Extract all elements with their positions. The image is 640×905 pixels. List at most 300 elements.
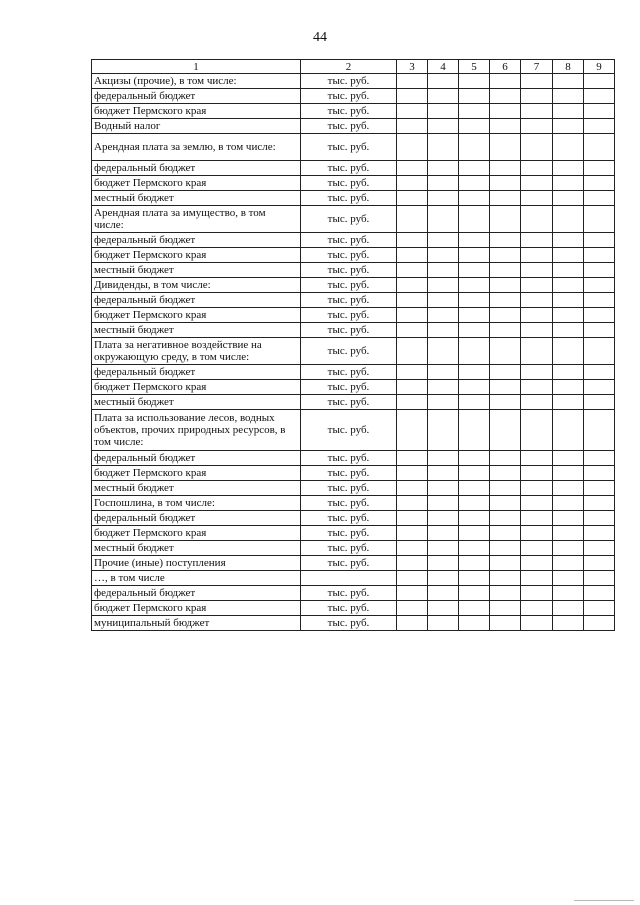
row-unit-cell: тыс. руб.	[301, 278, 397, 293]
empty-value-cell	[521, 541, 553, 556]
table-row	[92, 161, 615, 176]
empty-value-cell	[553, 206, 584, 233]
empty-value-cell	[459, 104, 490, 119]
row-name-cell: Плата за использование лесов, водных объектов, прочих природных ресурсов, в том числе:	[92, 410, 301, 451]
table-row	[92, 206, 615, 233]
empty-value-cell	[553, 104, 584, 119]
empty-value-cell	[490, 616, 521, 631]
row-unit-cell: тыс. руб.	[301, 161, 397, 176]
empty-value-cell	[428, 380, 459, 395]
empty-value-cell	[584, 410, 615, 451]
empty-value-cell	[521, 338, 553, 365]
row-unit-cell: тыс. руб.	[301, 74, 397, 89]
empty-value-cell	[397, 89, 428, 104]
table-row	[92, 496, 615, 511]
empty-value-cell	[553, 176, 584, 191]
table-row	[92, 104, 615, 119]
empty-value-cell	[584, 571, 615, 586]
empty-value-cell	[490, 541, 521, 556]
empty-value-cell	[584, 586, 615, 601]
row-unit-cell: тыс. руб.	[301, 338, 397, 365]
empty-value-cell	[428, 526, 459, 541]
empty-value-cell	[584, 206, 615, 233]
table-row	[92, 248, 615, 263]
empty-value-cell	[490, 176, 521, 191]
empty-value-cell	[521, 395, 553, 410]
empty-value-cell	[584, 338, 615, 365]
empty-value-cell	[584, 451, 615, 466]
row-name-cell: бюджет Пермского края	[92, 380, 301, 395]
empty-value-cell	[490, 586, 521, 601]
row-unit-cell: тыс. руб.	[301, 541, 397, 556]
empty-value-cell	[584, 323, 615, 338]
empty-value-cell	[459, 134, 490, 161]
row-unit-cell: тыс. руб.	[301, 616, 397, 631]
empty-value-cell	[459, 451, 490, 466]
row-name-cell: федеральный бюджет	[92, 233, 301, 248]
empty-value-cell	[397, 278, 428, 293]
table-row	[92, 278, 615, 293]
row-unit-cell: тыс. руб.	[301, 365, 397, 380]
empty-value-cell	[521, 466, 553, 481]
empty-value-cell	[397, 263, 428, 278]
empty-value-cell	[428, 586, 459, 601]
column-header: 5	[459, 60, 490, 74]
empty-value-cell	[397, 308, 428, 323]
empty-value-cell	[490, 395, 521, 410]
empty-value-cell	[553, 586, 584, 601]
empty-value-cell	[459, 571, 490, 586]
empty-value-cell	[459, 233, 490, 248]
empty-value-cell	[490, 74, 521, 89]
empty-value-cell	[584, 233, 615, 248]
row-name-cell: Водный налог	[92, 119, 301, 134]
empty-value-cell	[521, 616, 553, 631]
empty-value-cell	[459, 556, 490, 571]
empty-value-cell	[490, 410, 521, 451]
row-unit-cell: тыс. руб.	[301, 323, 397, 338]
empty-value-cell	[428, 308, 459, 323]
empty-value-cell	[553, 293, 584, 308]
table-row	[92, 526, 615, 541]
row-name-cell: Плата за негативное воздействие на окружающую среду, в том числе:	[92, 338, 301, 365]
table-row	[92, 380, 615, 395]
empty-value-cell	[521, 104, 553, 119]
empty-value-cell	[521, 293, 553, 308]
row-unit-cell: тыс. руб.	[301, 134, 397, 161]
empty-value-cell	[490, 134, 521, 161]
column-header: 1	[92, 60, 301, 74]
empty-value-cell	[397, 293, 428, 308]
empty-value-cell	[397, 541, 428, 556]
empty-value-cell	[584, 380, 615, 395]
empty-value-cell	[553, 338, 584, 365]
empty-value-cell	[397, 119, 428, 134]
column-header: 9	[584, 60, 615, 74]
empty-value-cell	[428, 496, 459, 511]
empty-value-cell	[397, 395, 428, 410]
empty-value-cell	[397, 410, 428, 451]
empty-value-cell	[397, 338, 428, 365]
row-name-cell: федеральный бюджет	[92, 451, 301, 466]
empty-value-cell	[459, 410, 490, 451]
empty-value-cell	[553, 481, 584, 496]
empty-value-cell	[428, 365, 459, 380]
empty-value-cell	[459, 248, 490, 263]
empty-value-cell	[459, 308, 490, 323]
empty-value-cell	[459, 481, 490, 496]
empty-value-cell	[584, 541, 615, 556]
empty-value-cell	[397, 161, 428, 176]
empty-value-cell	[428, 481, 459, 496]
empty-value-cell	[459, 338, 490, 365]
empty-value-cell	[584, 293, 615, 308]
row-name-cell: федеральный бюджет	[92, 161, 301, 176]
table-row	[92, 571, 615, 586]
empty-value-cell	[521, 511, 553, 526]
row-name-cell: Госпошлина, в том числе:	[92, 496, 301, 511]
empty-value-cell	[521, 451, 553, 466]
empty-value-cell	[490, 278, 521, 293]
empty-value-cell	[459, 395, 490, 410]
empty-value-cell	[397, 191, 428, 206]
table-row	[92, 586, 615, 601]
empty-value-cell	[459, 526, 490, 541]
empty-value-cell	[490, 601, 521, 616]
empty-value-cell	[428, 278, 459, 293]
empty-value-cell	[521, 308, 553, 323]
empty-value-cell	[584, 89, 615, 104]
row-name-cell: Арендная плата за землю, в том числе:	[92, 134, 301, 161]
row-unit-cell: тыс. руб.	[301, 176, 397, 191]
empty-value-cell	[397, 616, 428, 631]
row-name-cell: местный бюджет	[92, 323, 301, 338]
table-row	[92, 74, 615, 89]
empty-value-cell	[397, 206, 428, 233]
row-name-cell: Акцизы (прочие), в том числе:	[92, 74, 301, 89]
row-unit-cell: тыс. руб.	[301, 263, 397, 278]
empty-value-cell	[553, 616, 584, 631]
table-row	[92, 410, 615, 451]
empty-value-cell	[490, 161, 521, 176]
empty-value-cell	[397, 466, 428, 481]
empty-value-cell	[521, 74, 553, 89]
row-unit-cell: тыс. руб.	[301, 496, 397, 511]
empty-value-cell	[521, 89, 553, 104]
row-name-cell: бюджет Пермского края	[92, 104, 301, 119]
row-unit-cell: тыс. руб.	[301, 601, 397, 616]
empty-value-cell	[428, 89, 459, 104]
empty-value-cell	[459, 176, 490, 191]
row-name-cell: Арендная плата за имущество, в том числе:	[92, 206, 301, 233]
table-row	[92, 511, 615, 526]
empty-value-cell	[584, 556, 615, 571]
table-row	[92, 556, 615, 571]
empty-value-cell	[553, 380, 584, 395]
row-unit-cell	[301, 571, 397, 586]
empty-value-cell	[397, 233, 428, 248]
empty-value-cell	[459, 323, 490, 338]
empty-value-cell	[521, 206, 553, 233]
empty-value-cell	[459, 496, 490, 511]
row-unit-cell: тыс. руб.	[301, 466, 397, 481]
row-name-cell: федеральный бюджет	[92, 511, 301, 526]
empty-value-cell	[584, 104, 615, 119]
empty-value-cell	[553, 556, 584, 571]
row-name-cell: бюджет Пермского края	[92, 526, 301, 541]
empty-value-cell	[521, 410, 553, 451]
column-header: 8	[553, 60, 584, 74]
table-row	[92, 89, 615, 104]
row-name-cell: местный бюджет	[92, 481, 301, 496]
row-unit-cell: тыс. руб.	[301, 248, 397, 263]
empty-value-cell	[490, 365, 521, 380]
empty-value-cell	[584, 74, 615, 89]
empty-value-cell	[521, 278, 553, 293]
row-unit-cell: тыс. руб.	[301, 104, 397, 119]
row-name-cell: Прочие (иные) поступления	[92, 556, 301, 571]
empty-value-cell	[459, 278, 490, 293]
empty-value-cell	[459, 380, 490, 395]
table-row	[92, 134, 615, 161]
empty-value-cell	[490, 451, 521, 466]
empty-value-cell	[428, 451, 459, 466]
empty-value-cell	[584, 278, 615, 293]
empty-value-cell	[490, 206, 521, 233]
empty-value-cell	[428, 338, 459, 365]
row-name-cell: бюджет Пермского края	[92, 176, 301, 191]
empty-value-cell	[490, 526, 521, 541]
empty-value-cell	[459, 74, 490, 89]
empty-value-cell	[584, 248, 615, 263]
empty-value-cell	[459, 263, 490, 278]
empty-value-cell	[459, 586, 490, 601]
empty-value-cell	[553, 323, 584, 338]
row-name-cell: местный бюджет	[92, 541, 301, 556]
empty-value-cell	[428, 601, 459, 616]
table-row	[92, 601, 615, 616]
row-unit-cell: тыс. руб.	[301, 481, 397, 496]
table-row	[92, 308, 615, 323]
empty-value-cell	[459, 541, 490, 556]
row-name-cell: федеральный бюджет	[92, 365, 301, 380]
empty-value-cell	[490, 466, 521, 481]
empty-value-cell	[397, 176, 428, 191]
row-unit-cell: тыс. руб.	[301, 293, 397, 308]
empty-value-cell	[459, 191, 490, 206]
row-name-cell: федеральный бюджет	[92, 293, 301, 308]
row-unit-cell: тыс. руб.	[301, 395, 397, 410]
empty-value-cell	[428, 616, 459, 631]
empty-value-cell	[521, 380, 553, 395]
row-name-cell: бюджет Пермского края	[92, 601, 301, 616]
empty-value-cell	[459, 466, 490, 481]
row-unit-cell: тыс. руб.	[301, 119, 397, 134]
empty-value-cell	[397, 481, 428, 496]
page-edge-mark	[574, 900, 634, 901]
empty-value-cell	[584, 616, 615, 631]
empty-value-cell	[521, 161, 553, 176]
empty-value-cell	[490, 191, 521, 206]
row-name-cell: местный бюджет	[92, 395, 301, 410]
empty-value-cell	[553, 466, 584, 481]
empty-value-cell	[521, 176, 553, 191]
empty-value-cell	[584, 308, 615, 323]
empty-value-cell	[397, 248, 428, 263]
column-header: 2	[301, 60, 397, 74]
empty-value-cell	[521, 248, 553, 263]
row-unit-cell: тыс. руб.	[301, 511, 397, 526]
empty-value-cell	[428, 161, 459, 176]
empty-value-cell	[553, 191, 584, 206]
empty-value-cell	[459, 206, 490, 233]
empty-value-cell	[553, 119, 584, 134]
row-unit-cell: тыс. руб.	[301, 233, 397, 248]
empty-value-cell	[584, 161, 615, 176]
empty-value-cell	[397, 451, 428, 466]
empty-value-cell	[584, 481, 615, 496]
empty-value-cell	[459, 511, 490, 526]
empty-value-cell	[553, 601, 584, 616]
empty-value-cell	[397, 365, 428, 380]
empty-value-cell	[584, 119, 615, 134]
row-unit-cell: тыс. руб.	[301, 89, 397, 104]
empty-value-cell	[521, 496, 553, 511]
empty-value-cell	[553, 134, 584, 161]
empty-value-cell	[397, 526, 428, 541]
empty-value-cell	[490, 556, 521, 571]
table-row	[92, 233, 615, 248]
empty-value-cell	[490, 263, 521, 278]
empty-value-cell	[459, 365, 490, 380]
table-row	[92, 263, 615, 278]
empty-value-cell	[521, 586, 553, 601]
empty-value-cell	[553, 496, 584, 511]
empty-value-cell	[490, 119, 521, 134]
row-name-cell: федеральный бюджет	[92, 89, 301, 104]
empty-value-cell	[397, 571, 428, 586]
empty-value-cell	[490, 308, 521, 323]
empty-value-cell	[397, 511, 428, 526]
empty-value-cell	[428, 74, 459, 89]
empty-value-cell	[397, 601, 428, 616]
empty-value-cell	[553, 308, 584, 323]
empty-value-cell	[490, 323, 521, 338]
empty-value-cell	[490, 248, 521, 263]
row-unit-cell: тыс. руб.	[301, 556, 397, 571]
empty-value-cell	[553, 248, 584, 263]
empty-value-cell	[584, 134, 615, 161]
row-name-cell: бюджет Пермского края	[92, 466, 301, 481]
empty-value-cell	[553, 526, 584, 541]
row-unit-cell: тыс. руб.	[301, 308, 397, 323]
empty-value-cell	[521, 601, 553, 616]
empty-value-cell	[459, 601, 490, 616]
empty-value-cell	[553, 511, 584, 526]
empty-value-cell	[428, 206, 459, 233]
empty-value-cell	[397, 556, 428, 571]
row-unit-cell: тыс. руб.	[301, 586, 397, 601]
empty-value-cell	[521, 481, 553, 496]
empty-value-cell	[428, 263, 459, 278]
row-unit-cell: тыс. руб.	[301, 451, 397, 466]
empty-value-cell	[428, 541, 459, 556]
empty-value-cell	[490, 293, 521, 308]
empty-value-cell	[584, 176, 615, 191]
empty-value-cell	[553, 541, 584, 556]
empty-value-cell	[584, 365, 615, 380]
table-row	[92, 481, 615, 496]
empty-value-cell	[553, 161, 584, 176]
empty-value-cell	[521, 571, 553, 586]
empty-value-cell	[459, 89, 490, 104]
row-name-cell: федеральный бюджет	[92, 586, 301, 601]
table-row	[92, 466, 615, 481]
empty-value-cell	[459, 616, 490, 631]
empty-value-cell	[521, 365, 553, 380]
empty-value-cell	[490, 104, 521, 119]
empty-value-cell	[397, 74, 428, 89]
empty-value-cell	[521, 233, 553, 248]
column-header: 4	[428, 60, 459, 74]
table-row	[92, 338, 615, 365]
empty-value-cell	[553, 365, 584, 380]
empty-value-cell	[553, 451, 584, 466]
empty-value-cell	[490, 481, 521, 496]
empty-value-cell	[584, 263, 615, 278]
empty-value-cell	[553, 263, 584, 278]
empty-value-cell	[428, 248, 459, 263]
empty-value-cell	[521, 191, 553, 206]
empty-value-cell	[428, 556, 459, 571]
empty-value-cell	[428, 119, 459, 134]
page-number: 44	[313, 30, 327, 45]
empty-value-cell	[490, 380, 521, 395]
row-name-cell: местный бюджет	[92, 263, 301, 278]
table-row	[92, 119, 615, 134]
empty-value-cell	[521, 119, 553, 134]
empty-value-cell	[428, 134, 459, 161]
row-unit-cell: тыс. руб.	[301, 191, 397, 206]
empty-value-cell	[553, 233, 584, 248]
empty-value-cell	[428, 410, 459, 451]
empty-value-cell	[490, 89, 521, 104]
empty-value-cell	[459, 293, 490, 308]
empty-value-cell	[584, 496, 615, 511]
row-name-cell: Дивиденды, в том числе:	[92, 278, 301, 293]
row-name-cell: …, в том числе	[92, 571, 301, 586]
row-unit-cell: тыс. руб.	[301, 206, 397, 233]
empty-value-cell	[397, 323, 428, 338]
table-row	[92, 616, 615, 631]
table-row	[92, 395, 615, 410]
empty-value-cell	[428, 466, 459, 481]
empty-value-cell	[459, 119, 490, 134]
empty-value-cell	[584, 526, 615, 541]
empty-value-cell	[584, 466, 615, 481]
empty-value-cell	[584, 601, 615, 616]
empty-value-cell	[428, 191, 459, 206]
empty-value-cell	[428, 395, 459, 410]
empty-value-cell	[428, 293, 459, 308]
table-row	[92, 541, 615, 556]
row-name-cell: муниципальный бюджет	[92, 616, 301, 631]
table-row	[92, 323, 615, 338]
empty-value-cell	[428, 233, 459, 248]
empty-value-cell	[553, 410, 584, 451]
empty-value-cell	[553, 278, 584, 293]
column-header: 7	[521, 60, 553, 74]
